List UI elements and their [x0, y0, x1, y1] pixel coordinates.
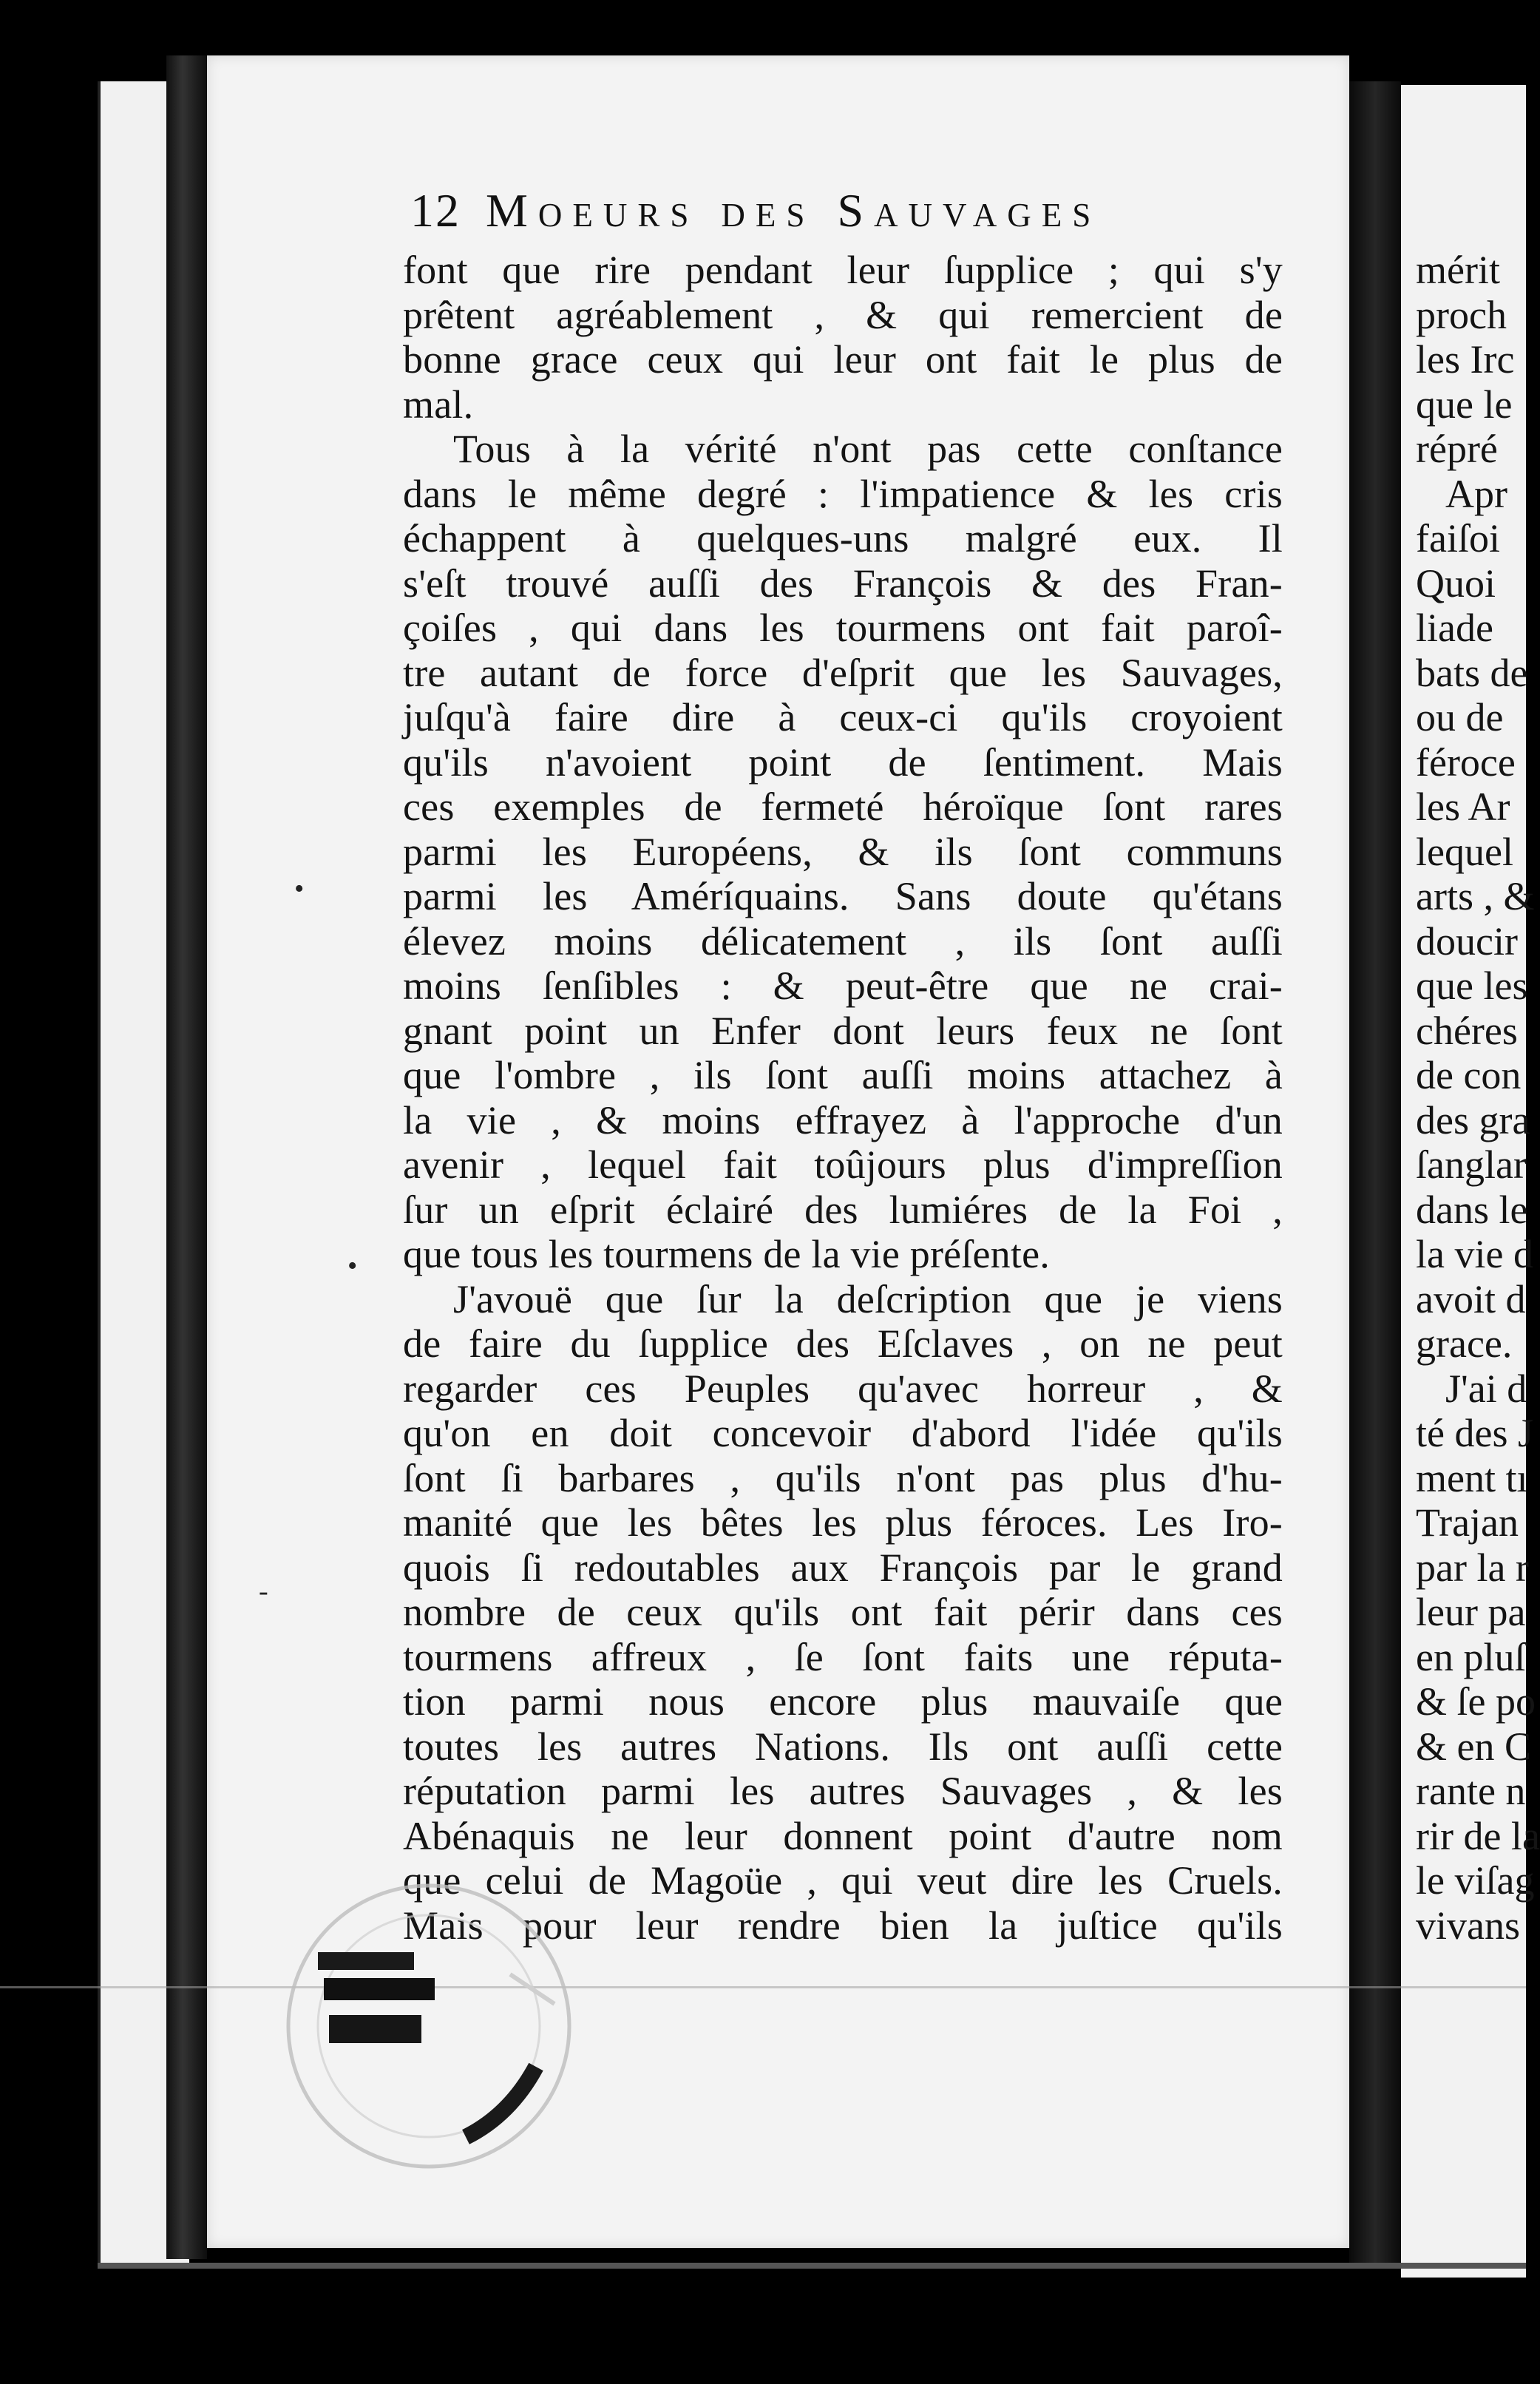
text-line: en pluſ: [1416, 1634, 1526, 1679]
book-gutter: [1349, 81, 1401, 2263]
text-line: quois ſi redoutables aux François par le grand: [403, 1545, 1283, 1590]
text-line: les Ar: [1416, 785, 1510, 829]
text-line: de con: [1416, 1053, 1522, 1097]
text-line: lequel: [1416, 829, 1513, 874]
text-line: toutes les autres Nations. Ils ont auſſi cette: [403, 1724, 1283, 1769]
text-line: rir de la: [1416, 1813, 1540, 1858]
text-line: des gra: [1416, 1097, 1530, 1142]
text-line: chéres: [1416, 1008, 1518, 1053]
text-line: parmi les Améríquains. Sans doute qu'étans: [403, 874, 1283, 918]
text-line: juſqu'à faire dire à ceux-ci qu'ils croyoient: [403, 695, 1283, 739]
page-bottom-edge: [98, 2263, 1526, 2269]
text-line: les Irc: [1416, 337, 1515, 382]
left-page-body-text: [403, 248, 1283, 1993]
binding-shadow: [166, 55, 207, 2259]
scan-artifact-line: [0, 1986, 1526, 1988]
library-stamp-seal: [244, 1893, 614, 2204]
text-line: élevez moins délicatement , ils ſont auſſi: [403, 918, 1283, 964]
text-line: réputation parmi les autres Sauvages , & les: [403, 1769, 1283, 1813]
text-line: proch: [1416, 292, 1507, 337]
text-line: ces exemples de fermeté héroïque ſont rares: [403, 785, 1283, 829]
text-line: Abénaquis ne leur donnent point d'autre nom: [403, 1813, 1283, 1858]
text-line: avenir , lequel fait toûjours plus d'impreſſion: [403, 1142, 1283, 1187]
text-line: & en C: [1416, 1724, 1531, 1769]
text-line: qu'ils n'avoient point de ſentiment. Mais: [403, 739, 1283, 785]
text-line: le viſag: [1416, 1858, 1535, 1903]
text-line: qu'on en doit concevoir d'abord l'idée qu'ils: [403, 1411, 1283, 1455]
text-line: té des J: [1416, 1411, 1533, 1455]
text-line: mérit: [1416, 248, 1500, 292]
text-line: parmi les Européens, & ils ſont communs: [403, 829, 1283, 874]
text-line: Mais pour leur rendre bien la juſtice qu'ils: [403, 1903, 1283, 1948]
text-line: ſur un eſprit éclairé des lumiéres de la Foi ,: [403, 1187, 1283, 1232]
page-number: 12: [410, 184, 461, 237]
text-line: répré: [1416, 427, 1498, 471]
text-line: grace.: [1416, 1321, 1513, 1366]
text-line: féroce: [1416, 739, 1516, 785]
text-line: leur pa: [1416, 1590, 1526, 1634]
text-line: la vie , & moins effrayez à l'approche d'un: [403, 1097, 1283, 1142]
text-line: que tous les tourmens de la vie préſente.: [403, 1232, 1050, 1276]
text-line: par la r: [1416, 1545, 1529, 1590]
right-page-body-text: [1416, 248, 1540, 1993]
text-line: prêtent agréablement , & qui remercient de: [403, 292, 1283, 337]
text-line: mal.: [403, 382, 474, 427]
text-line: de faire du ſupplice des Eſclaves , on ne peut: [403, 1321, 1283, 1366]
text-line: liade: [1416, 606, 1493, 650]
margin-dash-mark: -: [259, 1576, 268, 1607]
text-line: que celui de Magoüe , qui veut dire les Cruels.: [403, 1858, 1283, 1903]
text-line: s'eſt trouvé auſſi des François & des Fran-: [403, 561, 1283, 606]
text-line: faiſoi: [1416, 516, 1500, 561]
text-line: dans le: [1416, 1187, 1528, 1232]
text-line: que les: [1416, 964, 1528, 1008]
text-line: manité que les bêtes les plus féroces. Les Iro-: [403, 1500, 1283, 1545]
text-line: tion parmi nous encore plus mauvaiſe que: [403, 1679, 1283, 1724]
text-line: dans le même degré : l'impatience & les cris: [403, 471, 1283, 516]
text-line: ſanglar: [1416, 1142, 1527, 1187]
running-head: [410, 183, 1279, 250]
text-line: regarder ces Peuples qu'avec horreur , &: [403, 1366, 1283, 1411]
text-line: ſont ſi barbares , qu'ils n'ont pas plus d'hu-: [403, 1455, 1283, 1500]
text-line: gnant point un Enfer dont leurs feux ne ſont: [403, 1008, 1283, 1053]
text-line: J'ai d: [1445, 1366, 1527, 1411]
text-line: J'avouë que ſur la deſcription que je viens: [453, 1276, 1283, 1321]
text-line: Trajan: [1416, 1500, 1519, 1545]
text-line: moins ſenſibles : & peut-être que ne crai-: [403, 964, 1283, 1008]
text-line: ou de: [1416, 695, 1504, 739]
margin-dot-mark: •: [294, 873, 305, 904]
text-line: que l'ombre , ils ſont auſſi moins attachez à: [403, 1053, 1283, 1097]
text-line: avoit d: [1416, 1276, 1526, 1321]
text-line: Tous à la vérité n'ont pas cette conſtance: [453, 427, 1283, 471]
text-line: & ſe po: [1416, 1679, 1536, 1724]
text-line: çoiſes , qui dans les tourmens ont fait paroî-: [403, 606, 1283, 650]
text-line: Apr: [1445, 471, 1507, 516]
text-line: bats de: [1416, 650, 1528, 695]
text-line: font que rire pendant leur ſupplice ; qui s'y: [403, 248, 1283, 292]
text-line: bonne grace ceux qui leur ont fait le plus de: [403, 337, 1283, 382]
text-line: la vie d: [1416, 1232, 1533, 1276]
text-line: que le: [1416, 382, 1513, 427]
text-line: échappent à quelques-uns malgré eux. Il: [403, 516, 1283, 561]
text-line: ment tı: [1416, 1455, 1528, 1500]
text-line: rante n: [1416, 1769, 1526, 1813]
text-line: arts , &: [1416, 874, 1535, 918]
text-line: vivans: [1416, 1903, 1520, 1948]
running-title: Moeurs des Sauvages: [486, 184, 1102, 237]
margin-dot-mark: •: [347, 1250, 358, 1281]
text-line: doucir: [1416, 918, 1518, 964]
text-line: nombre de ceux qu'ils ont fait périr dans ces: [403, 1590, 1283, 1634]
text-line: Quoi: [1416, 561, 1496, 606]
text-line: tre autant de force d'eſprit que les Sauvages,: [403, 650, 1283, 695]
text-line: tourmens affreux , ſe ſont faits une réputa-: [403, 1634, 1283, 1679]
